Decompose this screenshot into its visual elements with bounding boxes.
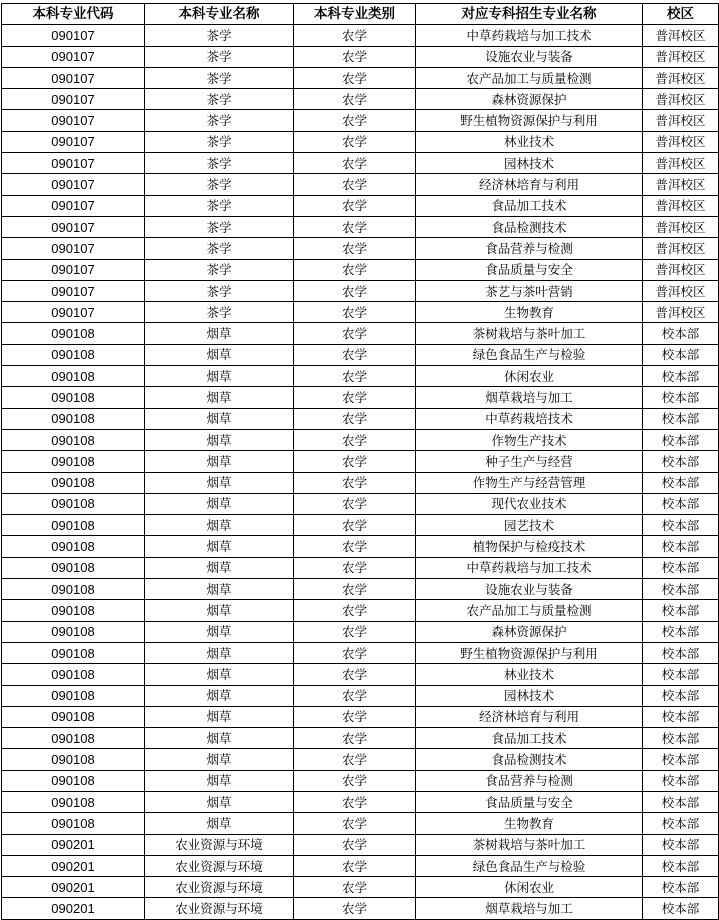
cell-undergrad-code: 090108 — [2, 749, 145, 770]
cell-undergrad-name: 烟草 — [145, 536, 294, 557]
cell-campus: 校本部 — [643, 515, 719, 536]
cell-undergrad-code: 090108 — [2, 344, 145, 365]
cell-undergrad-name: 烟草 — [145, 387, 294, 408]
cell-undergrad-category: 农学 — [294, 323, 416, 344]
cell-campus: 普洱校区 — [643, 25, 719, 46]
cell-campus: 普洱校区 — [643, 259, 719, 280]
cell-undergrad-category: 农学 — [294, 515, 416, 536]
cell-undergrad-code: 090108 — [2, 429, 145, 450]
table-row — [2, 344, 719, 365]
cell-undergrad-category: 农学 — [294, 642, 416, 663]
table-row — [2, 153, 719, 174]
table-row — [2, 131, 719, 152]
cell-undergrad-code: 090107 — [2, 110, 145, 131]
table-row — [2, 855, 719, 876]
cell-campus: 校本部 — [643, 791, 719, 812]
cell-undergrad-name: 烟草 — [145, 323, 294, 344]
cell-undergrad-code: 090108 — [2, 408, 145, 429]
cell-undergrad-code: 090108 — [2, 387, 145, 408]
cell-undergrad-category: 农学 — [294, 834, 416, 855]
cell-campus: 校本部 — [643, 366, 719, 387]
cell-junior-college-major: 农产品加工与质量检测 — [416, 600, 643, 621]
cell-undergrad-name: 烟草 — [145, 621, 294, 642]
cell-undergrad-category: 农学 — [294, 685, 416, 706]
cell-undergrad-category: 农学 — [294, 579, 416, 600]
table-row — [2, 770, 719, 791]
cell-junior-college-major: 森林资源保护 — [416, 89, 643, 110]
cell-campus: 校本部 — [643, 387, 719, 408]
cell-campus: 校本部 — [643, 664, 719, 685]
cell-campus: 校本部 — [643, 749, 719, 770]
cell-undergrad-name: 烟草 — [145, 579, 294, 600]
cell-undergrad-code: 090107 — [2, 46, 145, 67]
cell-undergrad-category: 农学 — [294, 366, 416, 387]
cell-campus: 校本部 — [643, 472, 719, 493]
cell-campus: 校本部 — [643, 770, 719, 791]
cell-undergrad-category: 农学 — [294, 89, 416, 110]
cell-undergrad-code: 090201 — [2, 834, 145, 855]
cell-undergrad-code: 090108 — [2, 366, 145, 387]
cell-undergrad-name: 茶学 — [145, 110, 294, 131]
table-row — [2, 25, 719, 46]
cell-campus: 校本部 — [643, 344, 719, 365]
cell-campus: 普洱校区 — [643, 110, 719, 131]
cell-undergrad-code: 090107 — [2, 195, 145, 216]
cell-junior-college-major: 食品加工技术 — [416, 195, 643, 216]
cell-undergrad-code: 090108 — [2, 472, 145, 493]
cell-undergrad-category: 农学 — [294, 429, 416, 450]
cell-undergrad-name: 烟草 — [145, 493, 294, 514]
cell-undergrad-category: 农学 — [294, 493, 416, 514]
cell-undergrad-category: 农学 — [294, 770, 416, 791]
cell-junior-college-major: 植物保护与检疫技术 — [416, 536, 643, 557]
cell-undergrad-name: 茶学 — [145, 195, 294, 216]
cell-undergrad-code: 090108 — [2, 600, 145, 621]
cell-undergrad-name: 茶学 — [145, 238, 294, 259]
cell-undergrad-code: 090107 — [2, 302, 145, 323]
cell-undergrad-category: 农学 — [294, 195, 416, 216]
cell-undergrad-category: 农学 — [294, 259, 416, 280]
cell-undergrad-code: 090107 — [2, 25, 145, 46]
table-row — [2, 67, 719, 88]
cell-undergrad-code: 090107 — [2, 216, 145, 237]
header-campus: 校区 — [643, 4, 719, 25]
cell-undergrad-name: 烟草 — [145, 728, 294, 749]
cell-junior-college-major: 经济林培育与利用 — [416, 706, 643, 727]
table-row — [2, 728, 719, 749]
table-row — [2, 664, 719, 685]
cell-undergrad-name: 茶学 — [145, 216, 294, 237]
cell-undergrad-code: 090107 — [2, 89, 145, 110]
cell-undergrad-name: 茶学 — [145, 302, 294, 323]
cell-campus: 普洱校区 — [643, 67, 719, 88]
cell-undergrad-category: 农学 — [294, 131, 416, 152]
cell-undergrad-code: 090107 — [2, 238, 145, 259]
cell-undergrad-category: 农学 — [294, 280, 416, 301]
cell-campus: 校本部 — [643, 621, 719, 642]
cell-undergrad-name: 烟草 — [145, 749, 294, 770]
cell-junior-college-major: 种子生产与经营 — [416, 451, 643, 472]
cell-junior-college-major: 现代农业技术 — [416, 493, 643, 514]
cell-undergrad-name: 茶学 — [145, 46, 294, 67]
cell-junior-college-major: 绿色食品生产与检验 — [416, 344, 643, 365]
cell-campus: 校本部 — [643, 706, 719, 727]
cell-junior-college-major: 生物教育 — [416, 813, 643, 834]
table-row — [2, 302, 719, 323]
cell-undergrad-name: 烟草 — [145, 685, 294, 706]
header-undergrad-category: 本科专业类别 — [294, 4, 416, 25]
cell-junior-college-major: 林业技术 — [416, 131, 643, 152]
table-row — [2, 493, 719, 514]
table-row — [2, 472, 719, 493]
cell-undergrad-code: 090108 — [2, 515, 145, 536]
table-row — [2, 46, 719, 67]
cell-junior-college-major: 食品质量与安全 — [416, 791, 643, 812]
cell-junior-college-major: 设施农业与装备 — [416, 579, 643, 600]
cell-undergrad-code: 090107 — [2, 259, 145, 280]
cell-undergrad-code: 090108 — [2, 642, 145, 663]
table-row — [2, 600, 719, 621]
cell-undergrad-category: 农学 — [294, 238, 416, 259]
cell-campus: 校本部 — [643, 579, 719, 600]
cell-campus: 普洱校区 — [643, 46, 719, 67]
cell-undergrad-code: 090108 — [2, 579, 145, 600]
cell-undergrad-name: 茶学 — [145, 89, 294, 110]
cell-junior-college-major: 烟草栽培与加工 — [416, 387, 643, 408]
table-row — [2, 366, 719, 387]
cell-undergrad-name: 烟草 — [145, 366, 294, 387]
cell-undergrad-name: 烟草 — [145, 664, 294, 685]
cell-undergrad-code: 090108 — [2, 706, 145, 727]
table-row — [2, 110, 719, 131]
table-row — [2, 749, 719, 770]
cell-undergrad-code: 090108 — [2, 791, 145, 812]
cell-campus: 校本部 — [643, 323, 719, 344]
cell-undergrad-name: 烟草 — [145, 706, 294, 727]
cell-campus: 普洱校区 — [643, 195, 719, 216]
cell-junior-college-major: 烟草栽培与加工 — [416, 898, 643, 919]
table-row — [2, 621, 719, 642]
cell-campus: 普洱校区 — [643, 174, 719, 195]
cell-campus: 校本部 — [643, 898, 719, 919]
header-undergrad-name: 本科专业名称 — [145, 4, 294, 25]
cell-undergrad-category: 农学 — [294, 706, 416, 727]
header-undergrad-code: 本科专业代码 — [2, 4, 145, 25]
cell-undergrad-code: 090107 — [2, 67, 145, 88]
cell-undergrad-code: 090108 — [2, 813, 145, 834]
cell-undergrad-code: 090107 — [2, 174, 145, 195]
table-row — [2, 89, 719, 110]
cell-junior-college-major: 生物教育 — [416, 302, 643, 323]
cell-campus: 普洱校区 — [643, 302, 719, 323]
cell-junior-college-major: 食品检测技术 — [416, 749, 643, 770]
cell-undergrad-name: 烟草 — [145, 642, 294, 663]
cell-junior-college-major: 野生植物资源保护与利用 — [416, 642, 643, 663]
table-row — [2, 387, 719, 408]
cell-campus: 校本部 — [643, 429, 719, 450]
table-row — [2, 515, 719, 536]
table-row — [2, 834, 719, 855]
cell-junior-college-major: 休闲农业 — [416, 366, 643, 387]
cell-undergrad-category: 农学 — [294, 25, 416, 46]
cell-undergrad-category: 农学 — [294, 46, 416, 67]
cell-undergrad-category: 农学 — [294, 855, 416, 876]
cell-undergrad-category: 农学 — [294, 344, 416, 365]
cell-undergrad-name: 茶学 — [145, 174, 294, 195]
cell-undergrad-name: 烟草 — [145, 472, 294, 493]
cell-junior-college-major: 食品加工技术 — [416, 728, 643, 749]
cell-campus: 普洱校区 — [643, 238, 719, 259]
cell-junior-college-major: 野生植物资源保护与利用 — [416, 110, 643, 131]
cell-undergrad-category: 农学 — [294, 408, 416, 429]
table-row — [2, 877, 719, 898]
cell-campus: 校本部 — [643, 855, 719, 876]
cell-undergrad-code: 090107 — [2, 131, 145, 152]
cell-campus: 校本部 — [643, 877, 719, 898]
cell-undergrad-category: 农学 — [294, 877, 416, 898]
cell-campus: 校本部 — [643, 600, 719, 621]
cell-undergrad-category: 农学 — [294, 387, 416, 408]
cell-undergrad-name: 农业资源与环境 — [145, 855, 294, 876]
cell-undergrad-name: 烟草 — [145, 515, 294, 536]
cell-campus: 普洱校区 — [643, 280, 719, 301]
cell-undergrad-name: 烟草 — [145, 451, 294, 472]
table-row — [2, 451, 719, 472]
cell-junior-college-major: 休闲农业 — [416, 877, 643, 898]
cell-undergrad-code: 090108 — [2, 493, 145, 514]
table-row — [2, 323, 719, 344]
cell-junior-college-major: 茶树栽培与茶叶加工 — [416, 834, 643, 855]
cell-undergrad-name: 烟草 — [145, 429, 294, 450]
cell-undergrad-name: 烟草 — [145, 600, 294, 621]
cell-undergrad-code: 090108 — [2, 685, 145, 706]
cell-junior-college-major: 作物生产与经营管理 — [416, 472, 643, 493]
cell-campus: 校本部 — [643, 728, 719, 749]
cell-campus: 校本部 — [643, 642, 719, 663]
cell-undergrad-name: 烟草 — [145, 557, 294, 578]
cell-junior-college-major: 园林技术 — [416, 153, 643, 174]
cell-undergrad-name: 烟草 — [145, 791, 294, 812]
cell-undergrad-code: 090108 — [2, 770, 145, 791]
table-row — [2, 685, 719, 706]
cell-undergrad-category: 农学 — [294, 749, 416, 770]
table-row — [2, 791, 719, 812]
cell-undergrad-code: 090107 — [2, 153, 145, 174]
cell-undergrad-code: 090201 — [2, 898, 145, 919]
cell-undergrad-code: 090108 — [2, 536, 145, 557]
cell-undergrad-category: 农学 — [294, 472, 416, 493]
cell-undergrad-name: 茶学 — [145, 259, 294, 280]
cell-undergrad-code: 090108 — [2, 557, 145, 578]
cell-undergrad-category: 农学 — [294, 67, 416, 88]
table-row — [2, 579, 719, 600]
cell-undergrad-category: 农学 — [294, 451, 416, 472]
cell-junior-college-major: 食品质量与安全 — [416, 259, 643, 280]
header-row — [2, 4, 719, 25]
cell-undergrad-name: 烟草 — [145, 813, 294, 834]
cell-undergrad-category: 农学 — [294, 600, 416, 621]
cell-undergrad-code: 090108 — [2, 728, 145, 749]
cell-campus: 校本部 — [643, 813, 719, 834]
cell-undergrad-category: 农学 — [294, 110, 416, 131]
cell-campus: 校本部 — [643, 451, 719, 472]
cell-undergrad-name: 茶学 — [145, 153, 294, 174]
cell-campus: 校本部 — [643, 834, 719, 855]
table-row — [2, 174, 719, 195]
cell-campus: 普洱校区 — [643, 216, 719, 237]
cell-undergrad-name: 农业资源与环境 — [145, 834, 294, 855]
cell-undergrad-code: 090108 — [2, 451, 145, 472]
cell-undergrad-code: 090201 — [2, 877, 145, 898]
cell-undergrad-name: 农业资源与环境 — [145, 898, 294, 919]
cell-undergrad-category: 农学 — [294, 813, 416, 834]
table-row — [2, 408, 719, 429]
table-row — [2, 536, 719, 557]
cell-undergrad-category: 农学 — [294, 664, 416, 685]
table-row — [2, 216, 719, 237]
cell-undergrad-category: 农学 — [294, 898, 416, 919]
cell-junior-college-major: 中草药栽培与加工技术 — [416, 557, 643, 578]
cell-undergrad-category: 农学 — [294, 536, 416, 557]
cell-junior-college-major: 中草药栽培技术 — [416, 408, 643, 429]
table-row — [2, 195, 719, 216]
cell-junior-college-major: 食品营养与检测 — [416, 770, 643, 791]
cell-undergrad-name: 烟草 — [145, 344, 294, 365]
cell-campus: 普洱校区 — [643, 131, 719, 152]
cell-undergrad-category: 农学 — [294, 153, 416, 174]
cell-junior-college-major: 园林技术 — [416, 685, 643, 706]
cell-junior-college-major: 农产品加工与质量检测 — [416, 67, 643, 88]
cell-junior-college-major: 食品营养与检测 — [416, 238, 643, 259]
cell-junior-college-major: 园艺技术 — [416, 515, 643, 536]
major-mapping-table — [1, 3, 719, 920]
table-row — [2, 898, 719, 919]
cell-undergrad-category: 农学 — [294, 557, 416, 578]
cell-campus: 校本部 — [643, 557, 719, 578]
cell-junior-college-major: 中草药栽培与加工技术 — [416, 25, 643, 46]
cell-undergrad-category: 农学 — [294, 174, 416, 195]
cell-junior-college-major: 绿色食品生产与检验 — [416, 855, 643, 876]
cell-undergrad-code: 090107 — [2, 280, 145, 301]
cell-campus: 普洱校区 — [643, 89, 719, 110]
table-row — [2, 280, 719, 301]
cell-campus: 校本部 — [643, 685, 719, 706]
header-junior-college-major: 对应专科招生专业名称 — [416, 4, 643, 25]
cell-undergrad-code: 090108 — [2, 621, 145, 642]
cell-undergrad-category: 农学 — [294, 216, 416, 237]
cell-junior-college-major: 作物生产技术 — [416, 429, 643, 450]
cell-undergrad-name: 农业资源与环境 — [145, 877, 294, 898]
cell-undergrad-category: 农学 — [294, 621, 416, 642]
cell-junior-college-major: 林业技术 — [416, 664, 643, 685]
cell-junior-college-major: 食品检测技术 — [416, 216, 643, 237]
cell-undergrad-code: 090201 — [2, 855, 145, 876]
table-row — [2, 557, 719, 578]
cell-undergrad-code: 090108 — [2, 323, 145, 344]
cell-undergrad-category: 农学 — [294, 728, 416, 749]
cell-junior-college-major: 经济林培育与利用 — [416, 174, 643, 195]
cell-undergrad-category: 农学 — [294, 791, 416, 812]
cell-undergrad-name: 烟草 — [145, 408, 294, 429]
cell-junior-college-major: 森林资源保护 — [416, 621, 643, 642]
table-row — [2, 642, 719, 663]
cell-undergrad-code: 090108 — [2, 664, 145, 685]
cell-junior-college-major: 茶树栽培与茶叶加工 — [416, 323, 643, 344]
cell-undergrad-category: 农学 — [294, 302, 416, 323]
cell-campus: 校本部 — [643, 536, 719, 557]
table-row — [2, 238, 719, 259]
cell-undergrad-name: 烟草 — [145, 770, 294, 791]
table-body — [2, 25, 719, 919]
cell-undergrad-name: 茶学 — [145, 67, 294, 88]
cell-undergrad-name: 茶学 — [145, 131, 294, 152]
cell-campus: 校本部 — [643, 493, 719, 514]
cell-undergrad-name: 茶学 — [145, 25, 294, 46]
table-row — [2, 706, 719, 727]
cell-undergrad-name: 茶学 — [145, 280, 294, 301]
cell-campus: 普洱校区 — [643, 153, 719, 174]
table-row — [2, 259, 719, 280]
table-row — [2, 429, 719, 450]
cell-campus: 校本部 — [643, 408, 719, 429]
table-row — [2, 813, 719, 834]
cell-junior-college-major: 设施农业与装备 — [416, 46, 643, 67]
cell-junior-college-major: 茶艺与茶叶营销 — [416, 280, 643, 301]
